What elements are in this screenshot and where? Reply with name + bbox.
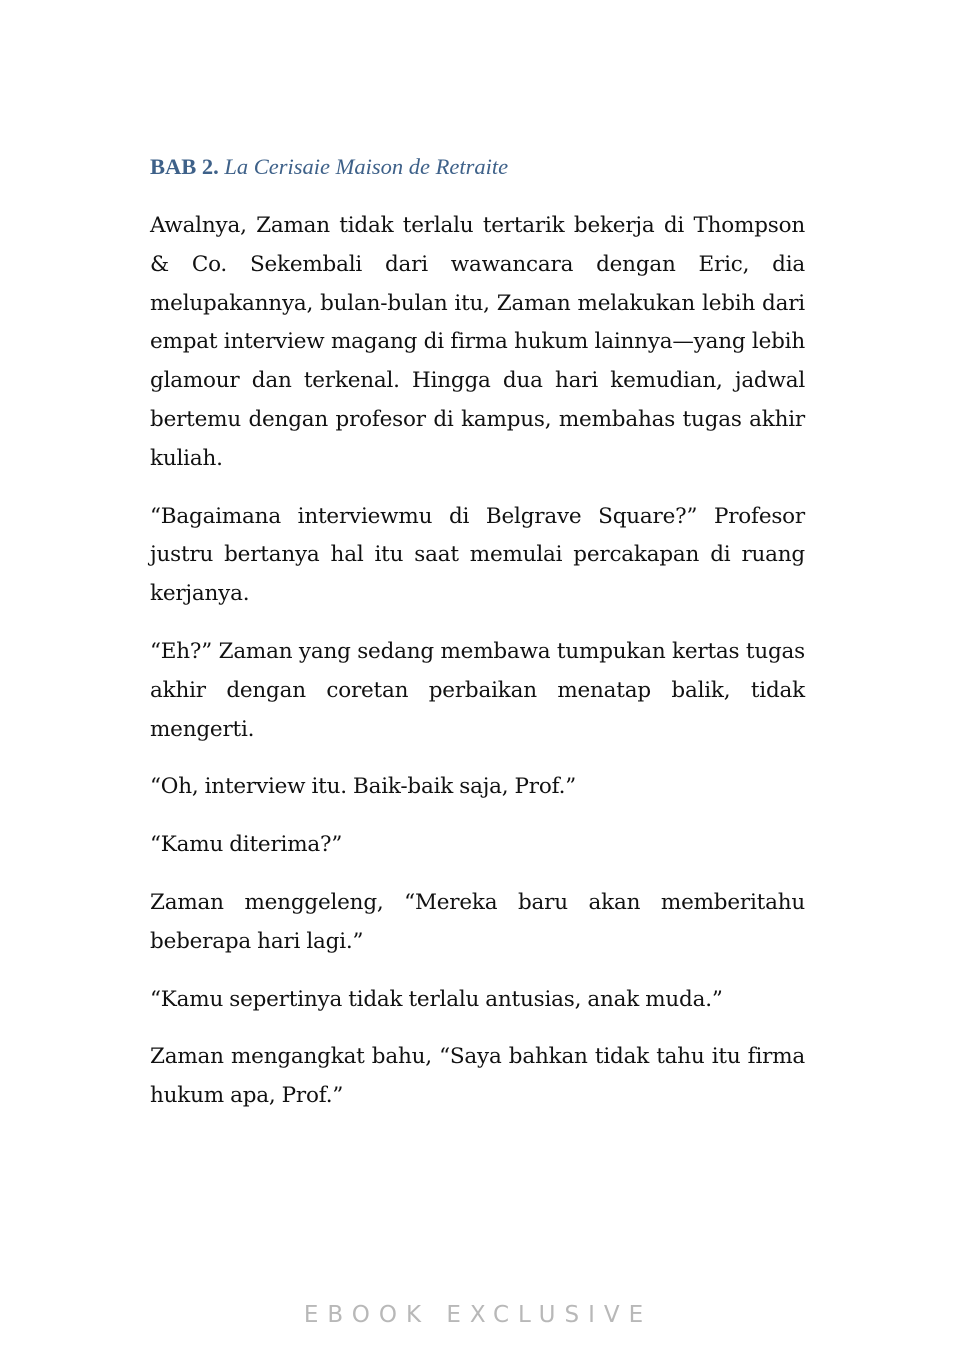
paragraph: Awalnya, Zaman tidak terlalu tertarik bekerja di Thompson & Co. Sekembali dari wawancara dengan Eric, dia melupakannya, bulan-bulan itu, Zaman melakukan lebih dari empat interview magang di firma hukum lainnya—yang lebih glamour dan terkenal. Hingga dua hari kemudian, jadwal bertemu dengan profesor di kampus, membahas tugas akhir kuliah. xyxy=(150,213,805,471)
chapter-title: La Cerisaie Maison de Retraite xyxy=(224,154,509,179)
chapter-number: BAB 2. xyxy=(150,154,219,179)
paragraph: “Bagaimana interviewmu di Belgrave Square?” Profesor justru bertanya hal itu saat memulai percakapan di ruang kerjanya. xyxy=(150,503,805,607)
chapter-heading xyxy=(150,148,805,186)
document-page xyxy=(150,148,805,1135)
paragraph: “Eh?” Zaman yang sedang membawa tumpukan kertas tugas akhir dengan coretan perbaikan menatap balik, tidak mengerti. xyxy=(150,638,805,742)
paragraph: Zaman menggeleng, “Mereka baru akan memberitahu beberapa hari lagi.” xyxy=(150,889,805,954)
paragraph: “Kamu diterima?” xyxy=(150,832,343,858)
footer-watermark: EBOOK EXCLUSIVE xyxy=(303,1302,653,1328)
paragraph: Zaman mengangkat bahu, “Saya bahkan tidak tahu itu firma hukum apa, Prof.” xyxy=(150,1044,805,1109)
paragraph: “Kamu sepertinya tidak terlalu antusias, anak muda.” xyxy=(150,986,723,1012)
paragraph: “Oh, interview itu. Baik-baik saja, Prof.” xyxy=(150,774,577,800)
